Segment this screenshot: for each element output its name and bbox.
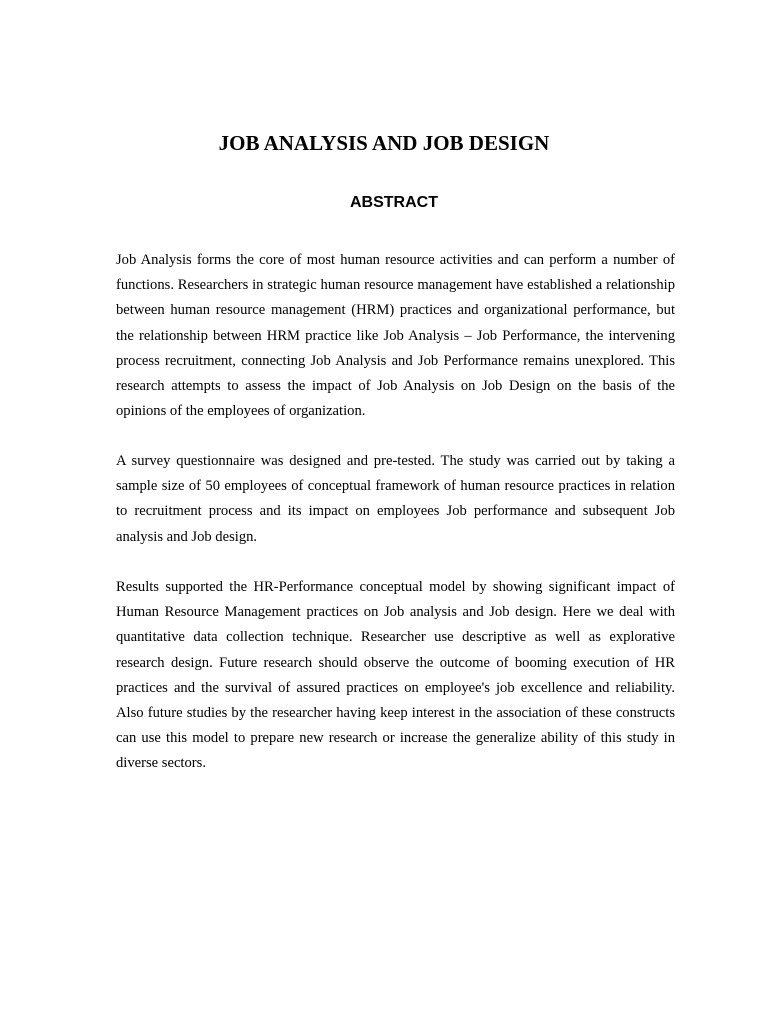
abstract-paragraph-1: Job Analysis forms the core of most human resource activities and can perform a number of functions. Researchers in strategic human resource management have established a relationship between human resource management (HRM) practices and organizational performance, but the relationship between HRM practice like Job Analysis – Job Performance, the intervening process recruitment, connecting Job Analysis and Job Performance remains unexplored. This research attempts to assess the impact of Job Analysis on Job Design on the basis of the opinions of the employees of organization.: [116, 252, 675, 420]
abstract-paragraph-2: A survey questionnaire was designed and pre-tested. The study was carried out by taking a sample size of 50 employees of conceptual framework of human resource practices in relation to recruitment process and its impact on employees Job performance and subsequent Job analysis and Job design.: [116, 453, 675, 545]
abstract-heading: ABSTRACT: [350, 194, 438, 211]
abstract-paragraph-3: Results supported the HR-Performance conceptual model by showing significant impact of Human Resource Management practices on Job analysis and Job design. Here we deal with quantitative data collection technique. Researcher use descriptive as well as explorative research design. Future research should observe the outcome of booming execution of HR practices and the survival of assured practices on employee's job excellence and reliability. Also future studies by the researcher having keep interest in the association of these constructs can use this model to prepare new research or increase the generalize ability of this study in diverse sectors.: [116, 579, 675, 772]
document-title: JOB ANALYSIS AND JOB DESIGN: [218, 131, 550, 155]
